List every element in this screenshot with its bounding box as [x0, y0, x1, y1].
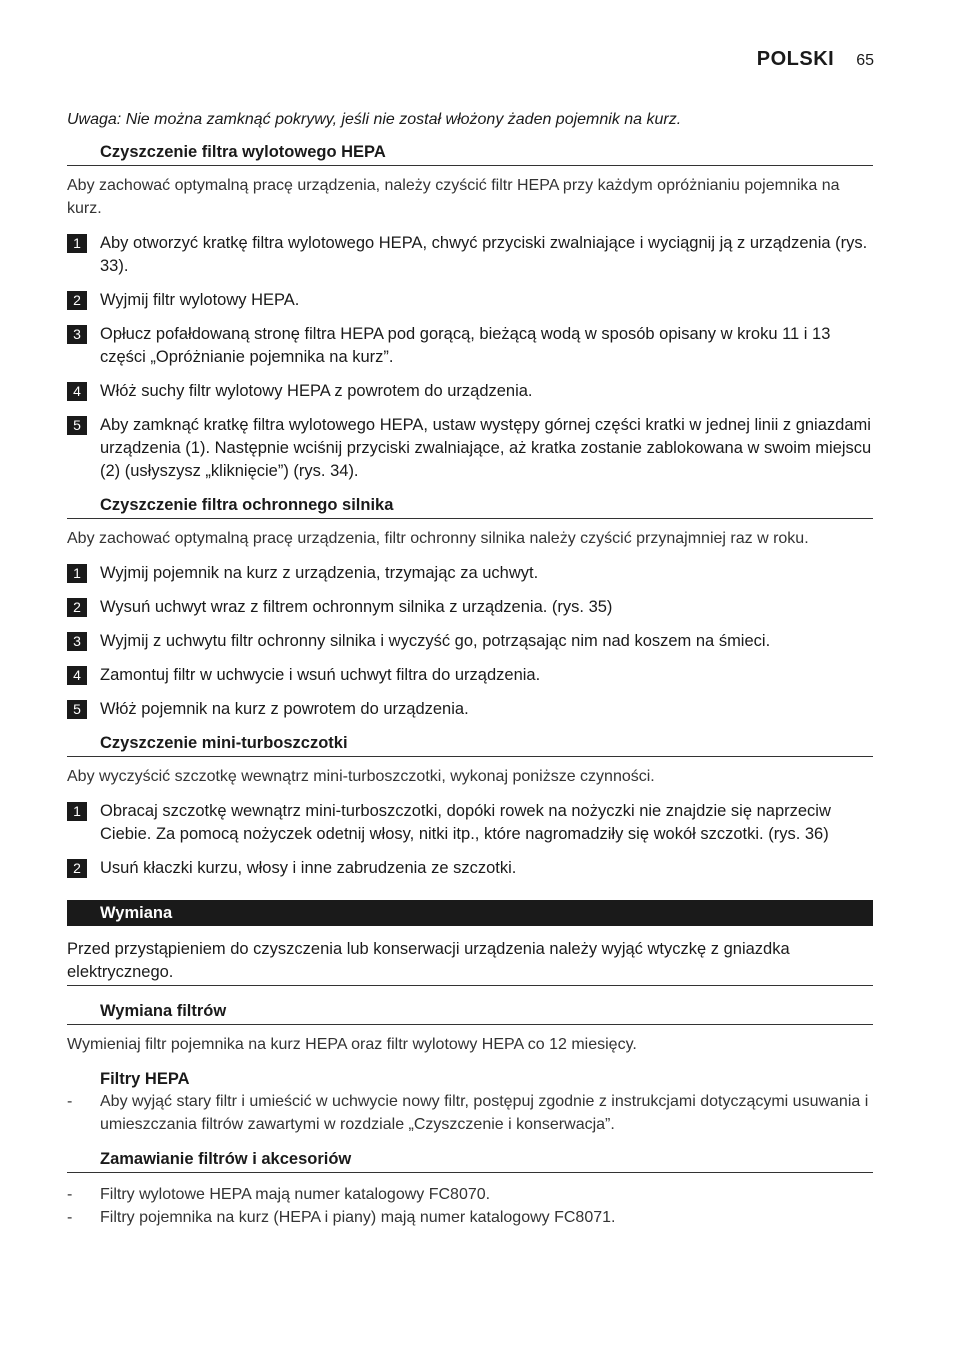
step-text: Aby otworzyć kratkę filtra wylotowego HEPA, chwyć przyciski zwalniające i wyciągnij ją z urządzenia (rys. 33). [100, 234, 868, 275]
step-text: Obracaj szczotkę wewnątrz mini-turboszczotki, dopóki rowek na nożyczki nie znajdzie się naprzeciw Ciebie. Za pomocą nożyczek odetnij włosy, nitki itp., które nagromadziły się wokół szczotki. (rys. 36) [100, 802, 831, 843]
section-title-motor-filter: Czyszczenie filtra ochronnego silnika [67, 494, 873, 519]
step-number: 5 [67, 700, 87, 719]
step-item [67, 232, 873, 278]
step-text: Wyjmij filtr wylotowy HEPA. [100, 291, 300, 309]
section-intro-turbo-brush: Aby wyczyścić szczotkę wewnątrz mini-turboszczotki, wykonaj poniższe czynności. [67, 768, 655, 785]
section-intro-motor-filter: Aby zachować optymalną pracę urządzenia, filtr ochronny silnika należy czyścić przynajmniej raz w roku. [67, 530, 809, 547]
section-title-hepa-exhaust: Czyszczenie filtra wylotowego HEPA [67, 141, 873, 166]
section-title-ordering: Zamawianie filtrów i akcesoriów [67, 1148, 873, 1173]
step-number: 3 [67, 632, 87, 651]
step-number: 4 [67, 666, 87, 685]
step-list-turbo-brush [67, 800, 873, 880]
dash-marker: - [67, 1186, 73, 1203]
step-item [67, 800, 873, 846]
step-number: 2 [67, 291, 87, 310]
step-text: Włóż pojemnik na kurz z powrotem do urządzenia. [100, 700, 469, 718]
bullet-list-hepa [67, 1090, 873, 1136]
step-item [67, 323, 873, 369]
step-number: 3 [67, 325, 87, 344]
step-item [67, 562, 873, 585]
note: Uwaga: Nie można zamknąć pokrywy, jeśli nie został włożony żaden pojemnik na kurz. [67, 111, 682, 128]
step-text: Wyjmij pojemnik na kurz z urządzenia, trzymając za uchwyt. [100, 564, 539, 582]
section-title-filter-replacement: Wymiana filtrów [67, 1000, 873, 1025]
step-text: Usuń kłaczki kurzu, włosy i inne zabrudzenia ze szczotki. [100, 859, 517, 877]
step-number: 1 [67, 564, 87, 583]
page-header [757, 48, 874, 71]
step-item [67, 596, 873, 619]
list-item-text: Filtry pojemnika na kurz (HEPA i piany) mają numer katalogowy FC8071. [100, 1209, 616, 1226]
step-number: 2 [67, 859, 87, 878]
step-list-motor-filter [67, 562, 873, 721]
step-text: Wyjmij z uchwytu filtr ochronny silnika i wyczyść go, potrząsając nim nad koszem na śmieci. [100, 632, 771, 650]
step-text: Zamontuj filtr w uchwycie i wsuń uchwyt filtra do urządzenia. [100, 666, 541, 684]
step-item [67, 414, 873, 483]
list-item-text: Filtry wylotowe HEPA mają numer katalogowy FC8070. [100, 1186, 491, 1203]
step-item [67, 664, 873, 687]
page-number: 65 [856, 52, 874, 69]
step-item [67, 380, 873, 403]
step-number: 4 [67, 382, 87, 401]
step-text: Włóż suchy filtr wylotowy HEPA z powrotem do urządzenia. [100, 382, 533, 400]
dash-marker: - [67, 1093, 73, 1110]
list-item [67, 1206, 873, 1229]
language-label: POLSKI [756, 48, 835, 70]
warning-text: Przed przystąpieniem do czyszczenia lub konserwacji urządzenia należy wyjąć wtyczkę z gniazdka elektrycznego. [67, 938, 873, 986]
section-title-turbo-brush: Czyszczenie mini-turboszczotki [67, 732, 873, 757]
list-item-text: Aby wyjąć stary filtr i umieścić w uchwycie nowy filtr, postępuj zgodnie z instrukcjami dotyczącymi usuwania i umieszczania filtrów zawartymi w rozdziale „Czyszczenie i konserwacja”. [100, 1093, 869, 1133]
dash-marker: - [67, 1209, 73, 1226]
step-text: Opłucz pofałdowaną stronę filtra HEPA pod gorącą, bieżącą wodą w sposób opisany w kroku 11 i 13 części „Opróżnianie pojemnika na kurz”. [100, 325, 831, 366]
step-item [67, 698, 873, 721]
step-item [67, 289, 873, 312]
step-number: 5 [67, 416, 87, 435]
section-intro-filter-replacement: Wymieniaj filtr pojemnika na kurz HEPA oraz filtr wylotowy HEPA co 12 miesięcy. [67, 1036, 637, 1053]
chapter-band-replacement: Wymiana [67, 900, 873, 926]
step-number: 1 [67, 234, 87, 253]
step-item [67, 857, 873, 880]
step-text: Aby zamknąć kratkę filtra wylotowego HEPA, ustaw występy górnej części kratki w jednej linii z gniazdami urządzenia (1). Następnie wciśnij przyciski zwalniające, aż kratka zostanie zablokowana w swoim miejscu (2) (usłyszysz „kliknięcie”) (rys. 34). [100, 416, 872, 480]
list-item [67, 1090, 873, 1136]
section-intro-hepa-exhaust: Aby zachować optymalną pracę urządzenia, należy czyścić filtr HEPA przy każdym opróżnianiu pojemnika na kurz. [67, 177, 840, 217]
step-number: 2 [67, 598, 87, 617]
bullet-list-ordering [67, 1183, 873, 1229]
step-list-hepa-exhaust [67, 232, 873, 483]
step-number: 1 [67, 802, 87, 821]
page-content [67, 108, 873, 1229]
step-item [67, 630, 873, 653]
subsection-title-hepa: Filtry HEPA [100, 1070, 190, 1088]
list-item [67, 1183, 873, 1206]
step-text: Wysuń uchwyt wraz z filtrem ochronnym silnika z urządzenia. (rys. 35) [100, 598, 613, 616]
